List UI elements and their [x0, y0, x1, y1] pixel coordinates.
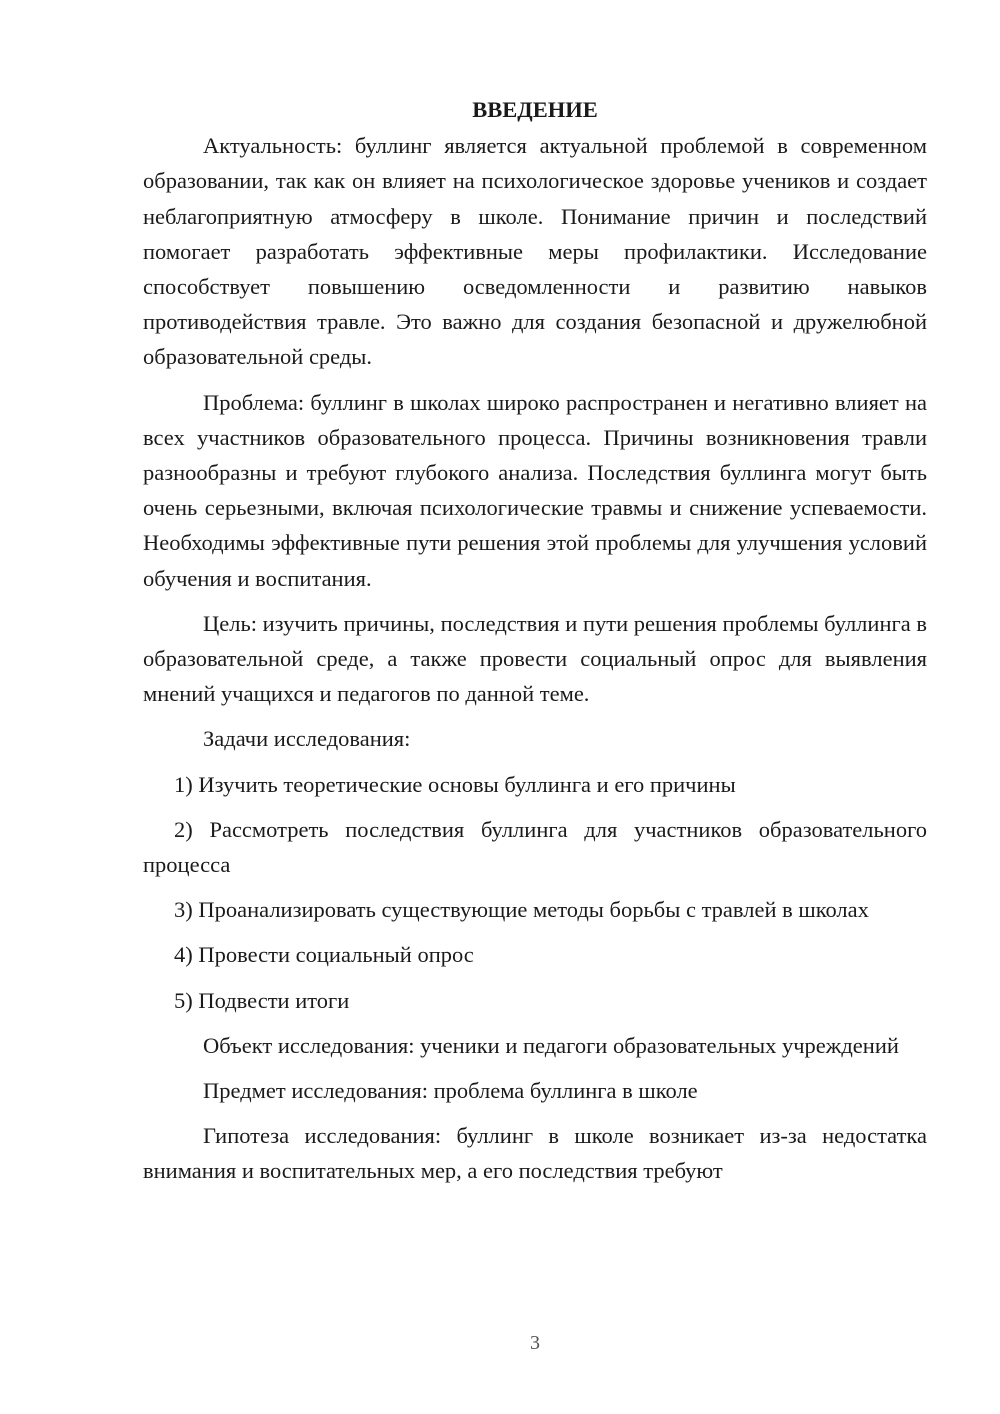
task-item: 4) Провести социальный опрос: [174, 942, 474, 968]
subject-paragraph: Предмет исследования: проблема буллинга в школе: [203, 1078, 698, 1104]
task-item: 3) Проанализировать существующие методы борьбы с травлей в школах: [174, 897, 869, 923]
goal-paragraph: Цель: изучить причины, последствия и пути решения проблемы буллинга в образовательной среде, а также провести социальный опрос для выявления мнений учащихся и педагогов по данной теме.: [143, 610, 927, 707]
object-paragraph: Объект исследования: ученики и педагоги образовательных учреждений: [203, 1032, 899, 1058]
task-item: 1) Изучить теоретические основы буллинга и его причины: [174, 771, 736, 797]
problem-paragraph: Проблема: буллинг в школах широко распространен и негативно влияет на всех участников образовательного процесса. Причины возникновения травли разнообразны и требуют глубокого анализа. Последствия буллинга могут быть очень серьезными, включая психологические травмы и снижение успеваемости. Необходимы эффективные пути решения этой проблемы для улучшения условий обучения и воспитания.: [143, 389, 927, 591]
page-number: 3: [530, 1332, 540, 1354]
document-page: [143, 92, 927, 1199]
hypothesis-paragraph: Гипотеза исследования: буллинг в школе возникает из-за недостатка внимания и воспитательных мер, а его последствия требуют: [143, 1123, 927, 1184]
task-item: 5) Подвести итоги: [174, 987, 350, 1013]
task-item: 2) Рассмотреть последствия буллинга для участников образовательного процесса: [143, 816, 927, 878]
relevance-paragraph: Актуальность: буллинг является актуальной проблемой в современном образовании, так как он влияет на психологическое здоровье учеников и создает неблагоприятную атмосферу в школе. Понимание причин и последствий помогает разработать эффективные меры профилактики. Исследование способствует повышению осведомленности и развитию навыков противодействия травле. Это важно для создания безопасной и дружелюбной образовательной среды.: [143, 133, 927, 370]
section-title: ВВЕДЕНИЕ: [472, 97, 598, 122]
tasks-heading: Задачи исследования:: [203, 726, 411, 752]
